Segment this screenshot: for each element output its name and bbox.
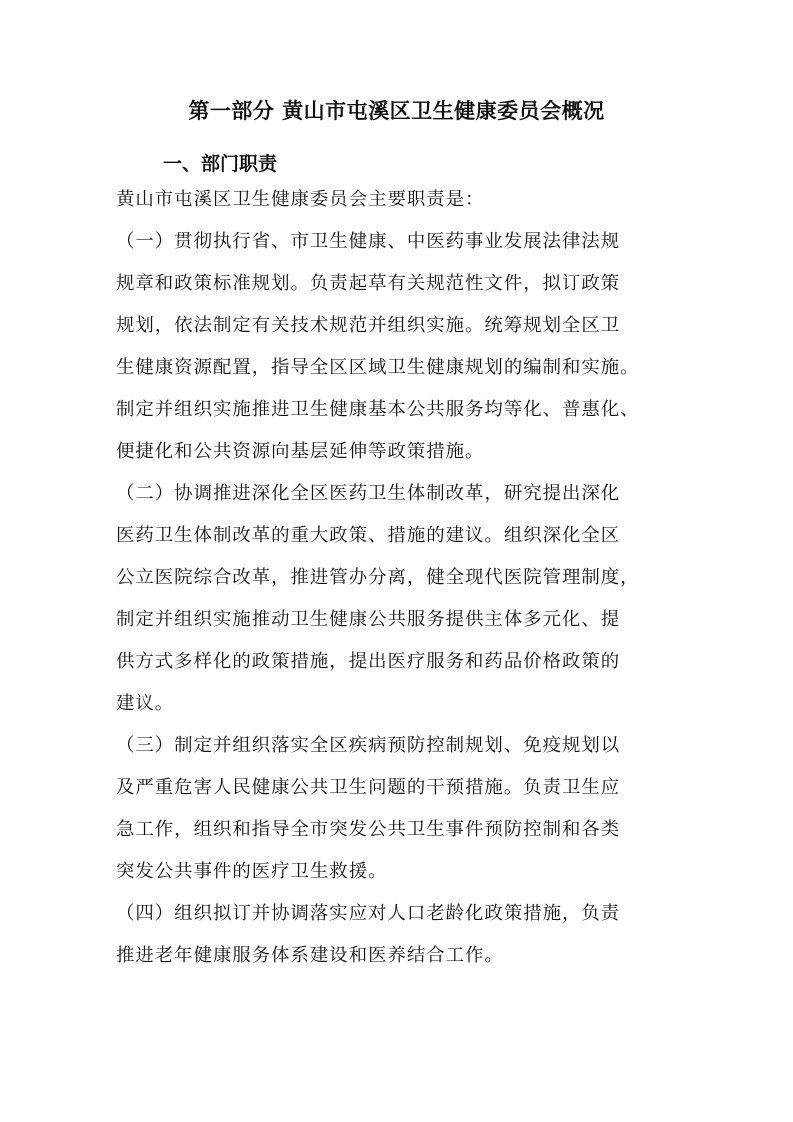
body-line: 供方式多样化的政策措施，提出医疗服务和药品价格政策的 xyxy=(116,651,621,672)
body-line: 突发公共事件的医疗卫生救援。 xyxy=(116,861,388,882)
body-line: 制定并组织实施推进卫生健康基本公共服务均等化、普惠化、 xyxy=(116,399,640,420)
body-line: （三）制定并组织落实全区疾病预防控制规划、免疫规划以 xyxy=(116,735,621,756)
body-line: 黄山市屯溪区卫生健康委员会主要职责是： xyxy=(116,189,485,210)
body-line: 便捷化和公共资源向基层延伸等政策措施。 xyxy=(116,441,485,462)
section-heading: 一、部门职责 xyxy=(163,153,278,175)
body-line: 制定并组织实施推动卫生健康公共服务提供主体多元化、提 xyxy=(116,609,621,630)
body-line: 公立医院综合改革，推进管办分离，健全现代医院管理制度， xyxy=(116,567,640,588)
document-title: 第一部分 黄山市屯溪区卫生健康委员会概况 xyxy=(188,99,605,123)
body-line: （四）组织拟订并协调落实应对人口老龄化政策措施，负责 xyxy=(116,903,621,924)
body-line: （一）贯彻执行省、市卫生健康、中医药事业发展法律法规 xyxy=(116,231,621,252)
body-line: 生健康资源配置，指导全区区域卫生健康规划的编制和实施。 xyxy=(116,357,640,378)
body-line: 推进老年健康服务体系建设和医养结合工作。 xyxy=(116,945,504,966)
body-line: 急工作，组织和指导全市突发公共卫生事件预防控制和各类 xyxy=(116,819,621,840)
body-line: 规章和政策标准规划。负责起草有关规范性文件，拟订政策 xyxy=(116,273,621,294)
body-line: 及严重危害人民健康公共卫生问题的干预措施。负责卫生应 xyxy=(116,777,621,798)
body-line: 建议。 xyxy=(116,693,175,714)
body-line: （二）协调推进深化全区医药卫生体制改革，研究提出深化 xyxy=(116,483,621,504)
body-line: 规划，依法制定有关技术规范并组织实施。统筹规划全区卫 xyxy=(116,315,621,336)
body-line: 医药卫生体制改革的重大政策、措施的建议。组织深化全区 xyxy=(116,525,621,546)
